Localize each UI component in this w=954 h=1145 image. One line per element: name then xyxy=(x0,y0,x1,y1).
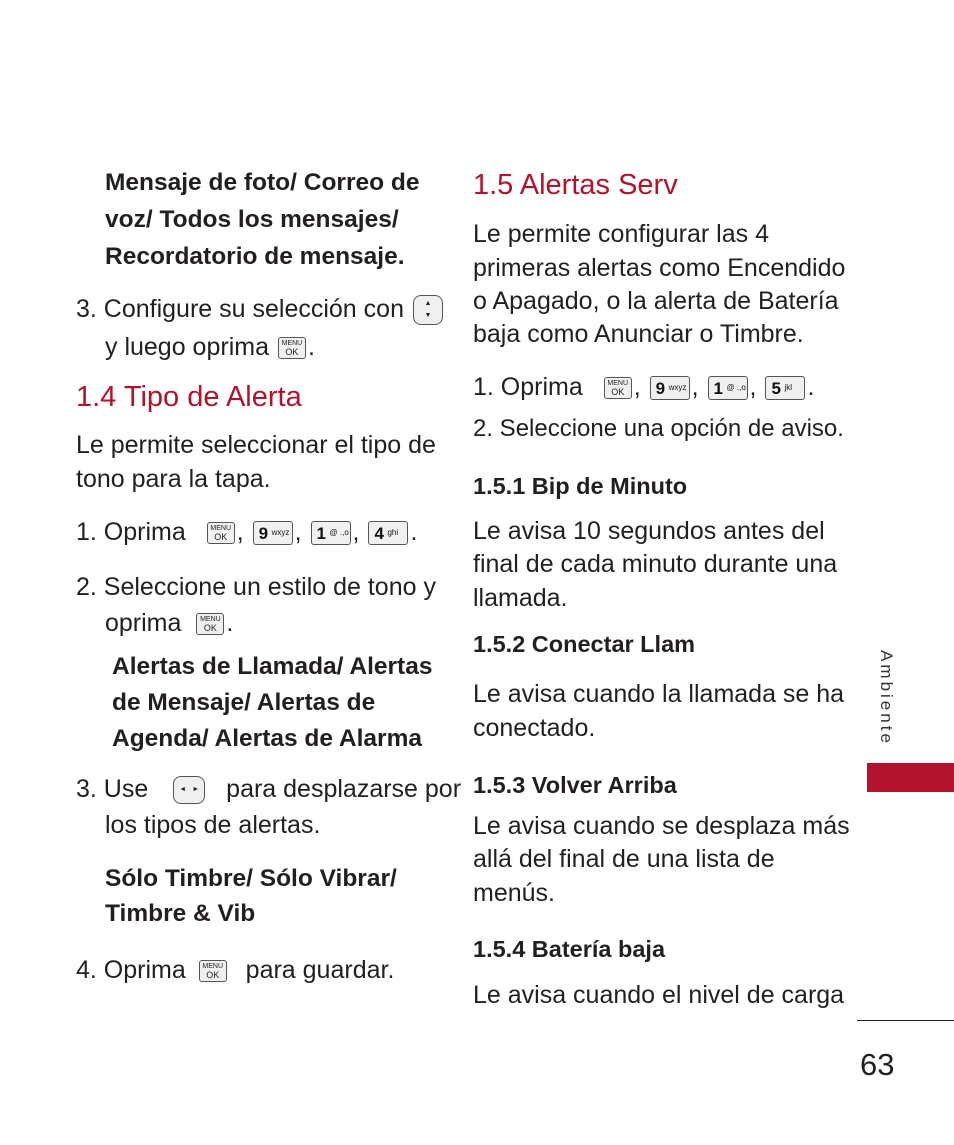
step-3-use-line-2: los tipos de alertas. xyxy=(105,811,321,839)
menu-ok-key-icon: MENU OK xyxy=(196,613,224,635)
menu-ok-key-icon: MENU OK xyxy=(199,960,227,982)
step-3-use: 3. Use ◄ ► para desplazarse por xyxy=(76,775,462,803)
step-3-text: 3. Configure su selección con xyxy=(76,295,404,323)
bold-options-1-line-3: Recordatorio de mensaje. xyxy=(105,243,405,270)
nav-leftright-key-icon: ◄ ► xyxy=(173,776,205,804)
p-1-5-1-line-1: Le avisa 10 segundos antes del xyxy=(473,517,825,545)
desc-1-4-line-2: tono para la tapa. xyxy=(76,465,271,493)
bold-options-3-line-1: Sólo Timbre/ Sólo Vibrar/ xyxy=(105,865,397,892)
key-9-icon: 9 wxyz xyxy=(650,376,690,400)
step-3-configure xyxy=(76,292,445,326)
footer-rule xyxy=(857,1020,954,1021)
step-2-press: oprima MENU OK . xyxy=(105,609,234,637)
key-1-icon: 1 @ .,o xyxy=(708,376,748,400)
step-3-press: y luego oprima MENU OK . xyxy=(105,333,315,361)
page-number: 63 xyxy=(860,1047,895,1082)
right-step-2: 2. Seleccione una opción de aviso. xyxy=(473,415,844,442)
nav-updown-key-icon: ▲ ▼ xyxy=(413,295,443,325)
bold-options-1-line-1: Mensaje de foto/ Correo de xyxy=(105,169,420,196)
desc-1-4-line-1: Le permite seleccionar el tipo de xyxy=(76,431,436,459)
p-1-5-2-line-2: conectado. xyxy=(473,714,596,742)
section-title-1-4: 1.4 Tipo de Alerta xyxy=(76,381,302,413)
desc-1-5-line-4: baja como Anunciar o Timbre. xyxy=(473,320,804,348)
p-1-5-2-line-1: Le avisa cuando la llamada se ha xyxy=(473,680,845,708)
step-2-select-style: 2. Seleccione un estilo de tono y xyxy=(76,573,436,601)
key-1-icon: 1 @ .,o xyxy=(311,521,351,545)
key-5-icon: 5 jkl xyxy=(765,376,805,400)
subsection-1-5-3: 1.5.3 Volver Arriba xyxy=(473,772,677,798)
menu-ok-key-icon: MENU OK xyxy=(604,377,632,399)
step-1-press-keys: 1. Oprima MENU OK , 9 wxyz , 1 @ .,o , 4 ghi . xyxy=(76,518,418,546)
bold-options-1-line-2: voz/ Todos los mensajes/ xyxy=(105,206,399,233)
p-1-5-3-line-1: Le avisa cuando se desplaza más xyxy=(473,812,850,840)
p-1-5-3-line-3: menús. xyxy=(473,879,555,907)
p-1-5-1-line-2: final de cada minuto durante una xyxy=(473,550,838,578)
key-4-icon: 4 ghi xyxy=(368,521,408,545)
bold-options-2-line-2: de Mensaje/ Alertas de xyxy=(112,689,376,716)
subsection-1-5-4: 1.5.4 Batería baja xyxy=(473,936,666,962)
side-tab-label xyxy=(876,648,896,753)
menu-ok-key-icon: MENU OK xyxy=(278,337,306,359)
subsection-1-5-1: 1.5.1 Bip de Minuto xyxy=(473,473,688,499)
key-9-icon: 9 wxyz xyxy=(253,521,293,545)
menu-ok-key-icon: MENU OK xyxy=(207,522,235,544)
side-tab-label-text: Ambiente xyxy=(877,650,896,746)
side-tab-marker xyxy=(867,763,954,792)
bold-options-2-line-1: Alertas de Llamada/ Alertas xyxy=(112,653,433,680)
subsection-1-5-2: 1.5.2 Conectar Llam xyxy=(473,631,696,657)
p-1-5-1-line-3: llamada. xyxy=(473,584,568,612)
section-title-1-5: 1.5 Alertas Serv xyxy=(473,169,678,201)
desc-1-5-line-1: Le permite configurar las 4 xyxy=(473,220,769,248)
right-step-1-press-keys: 1. Oprima MENU OK , 9 wxyz , 1 @ .,o , 5 jkl . xyxy=(473,373,815,401)
p-1-5-4-line-1: Le avisa cuando el nivel de carga xyxy=(473,981,845,1009)
p-1-5-3-line-2: allá del final de una lista de xyxy=(473,845,775,873)
desc-1-5-line-2: primeras alertas como Encendido xyxy=(473,254,846,282)
desc-1-5-line-3: o Apagado, o la alerta de Batería xyxy=(473,287,839,315)
bold-options-3-line-2: Timbre & Vib xyxy=(105,900,256,927)
step-4-save: 4. Oprima MENU OK para guardar. xyxy=(76,956,395,984)
bold-options-2-line-3: Agenda/ Alertas de Alarma xyxy=(112,725,422,752)
